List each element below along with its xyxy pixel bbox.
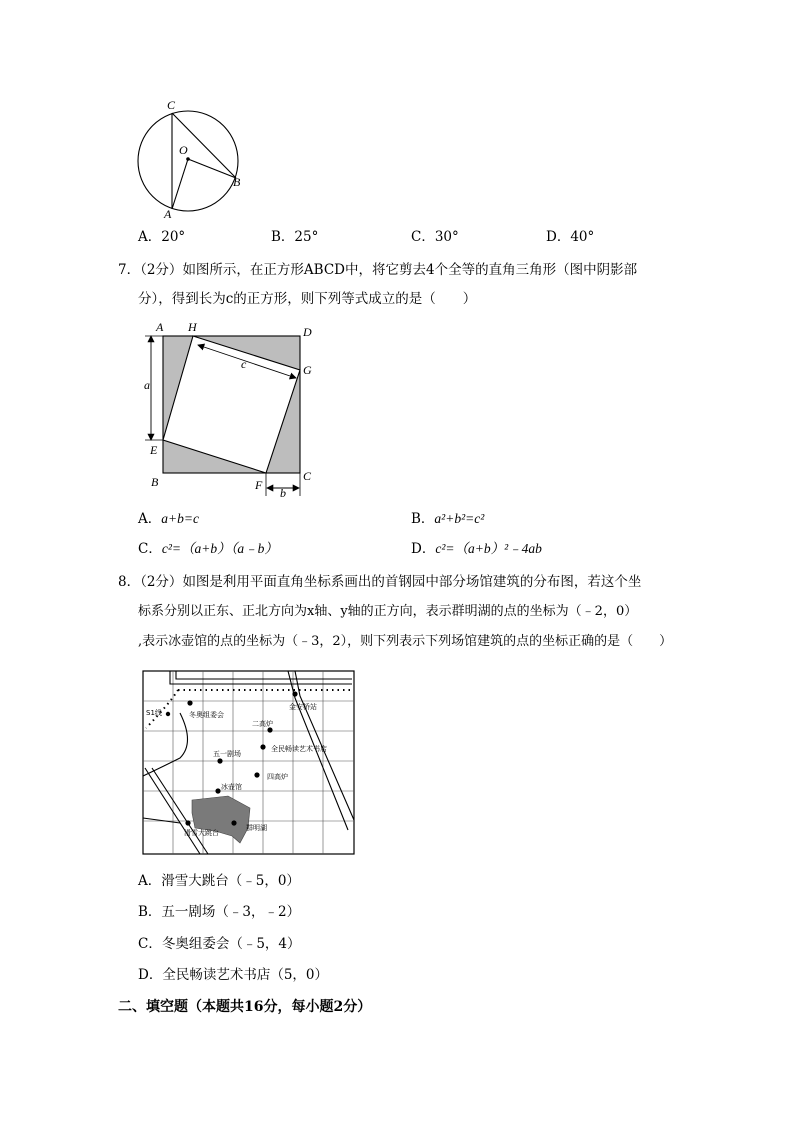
point-ergaolu [267, 727, 272, 732]
option-text: 全民畅读艺术书店（5，0） [162, 967, 329, 983]
option-text: c²=（a+b）²﹣4ab [435, 541, 542, 556]
square-figure [140, 318, 320, 498]
point-sigaolu [254, 772, 259, 777]
q8-option-d [138, 965, 328, 985]
q6-option-b [271, 227, 318, 247]
label-length-c: c [241, 357, 247, 371]
option-text: 五一剧场（﹣3，﹣2） [161, 904, 301, 920]
label-a: A [164, 207, 172, 221]
option-text: 30° [434, 229, 459, 245]
label-f: F [255, 478, 263, 492]
point-binghu [215, 788, 220, 793]
question-text: 分），得到长为c的正方形，则下列等式成立的是（ ） [138, 291, 477, 307]
q7-option-d [411, 539, 542, 559]
question-text: 如图所示，在正方形ABCD中，将它剪去4个全等的直角三角形（图中阴影部 [182, 262, 638, 278]
map-label-huaxue: 滑雪大跳台 [184, 829, 219, 837]
label-a-vertex: A [156, 320, 164, 334]
map-label-quanmin: 全民畅读艺术书店 [271, 745, 327, 753]
q7-option-c [138, 539, 278, 559]
point-dongao [187, 700, 192, 705]
center-point [186, 157, 190, 161]
option-text: 40° [570, 229, 595, 245]
radius-oa [172, 159, 188, 209]
label-g: G [303, 363, 312, 377]
q7-stem-line1 [118, 260, 637, 280]
option-text: a²+b²=c² [434, 511, 485, 526]
option-letter: C． [138, 936, 162, 952]
option-text: 冬奥组委会（﹣5，4） [161, 936, 301, 952]
map-label-qunming: 群明湖 [246, 824, 267, 832]
q8-stem-line2 [138, 602, 637, 622]
q6-option-d [546, 227, 594, 247]
point-qunming [231, 820, 236, 825]
map-label-s1: S1线 [146, 709, 162, 717]
map-label-wuyi: 五一剧场 [213, 750, 241, 758]
option-text: c²=（a+b）（a﹣b） [161, 541, 278, 556]
option-letter: B． [138, 904, 162, 920]
point-huaxue [185, 820, 190, 825]
q7-stem-line2 [138, 289, 476, 309]
q6-option-a [138, 227, 185, 247]
q7-option-b [411, 509, 484, 529]
option-letter: A． [138, 229, 162, 245]
question-text: 如图是利用平面直角坐标系画出的首钢园中部分场馆建筑的分布图，若这个坐 [182, 574, 642, 590]
circle-figure [130, 93, 250, 223]
label-b: B [233, 175, 241, 189]
map-label-ergaolu: 二高炉 [252, 720, 273, 728]
point-s1 [166, 712, 170, 716]
option-letter: D． [411, 541, 436, 557]
option-letter: B． [411, 511, 435, 527]
label-b-vertex: B [151, 475, 159, 489]
question-text: 标系分别以正东、正北方向为x轴、y轴的正方向，表示群明湖的点的坐标为（﹣2，0） [138, 604, 638, 619]
map-label-sigaolu: 四高炉 [267, 773, 288, 781]
q8-stem-line3 [138, 632, 672, 652]
option-letter: A． [138, 511, 162, 527]
label-c-vertex: C [303, 469, 312, 483]
circle-outline [138, 111, 238, 211]
option-text: 25° [294, 229, 319, 245]
map-label-binghu: 冰壶馆 [221, 783, 242, 791]
option-letter: C． [411, 229, 435, 245]
point-wuyi [217, 758, 222, 763]
map-label-jinan: 金安桥站 [289, 703, 317, 711]
option-letter: A． [138, 873, 162, 889]
map-label-dongao: 冬奥组委会 [189, 711, 224, 719]
option-text: a+b=c [161, 511, 199, 526]
q8-option-c [138, 934, 301, 954]
label-length-b: b [280, 486, 286, 498]
q8-stem-line1 [118, 572, 641, 592]
point-jinan-station [292, 691, 297, 696]
question-score: （2分） [140, 574, 183, 590]
label-d: D [303, 325, 312, 339]
option-letter: D． [138, 967, 163, 983]
map-figure [140, 668, 358, 858]
label-length-a: a [144, 378, 150, 392]
q7-option-a [138, 509, 199, 529]
label-h: H [188, 320, 197, 334]
label-o: O [179, 143, 188, 157]
option-letter: C． [138, 541, 162, 557]
option-letter: B． [271, 229, 295, 245]
q8-option-b [138, 902, 300, 922]
option-text: 20° [161, 229, 186, 245]
label-e: E [150, 443, 158, 457]
question-score: （2分） [140, 262, 183, 278]
question-text: ,表示冰壶馆的点的坐标为（﹣3，2），则下列表示下列场馆建筑的点的坐标正确的是（ ） [138, 634, 673, 649]
question-number: 8． [118, 574, 141, 590]
point-quanmin [260, 744, 265, 749]
option-letter: D． [546, 229, 571, 245]
label-c: C [167, 98, 176, 112]
radius-ob [188, 159, 236, 178]
question-number: 7． [118, 262, 141, 278]
option-text: 滑雪大跳台（﹣5，0） [161, 873, 300, 889]
section-2-title: 二、填空题（本题共16分，每小题2分） [118, 999, 372, 1015]
q8-option-a [138, 871, 300, 891]
q6-option-c [411, 227, 459, 247]
